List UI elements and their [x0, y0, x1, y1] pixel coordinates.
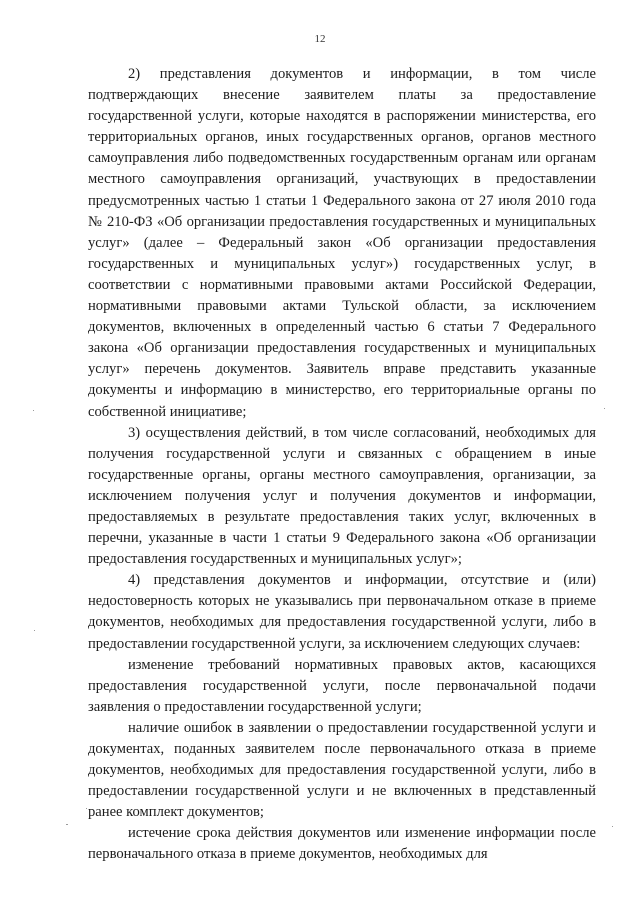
scan-speck — [33, 410, 34, 411]
paragraph-item-2: 2) представления документов и информации, в том числе подтверждающих внесение заявителем платы за предоставление государственной услуги, которые находятся в распоряжении министерства, его территориальных органов, иных государственных органов, органов местного самоуправления либо подведомственных государственным органам или органам местного самоуправления организаций, участвующих в предоставлении предусмотренных частью 1 статьи 1 Федерального закона от 27 июля 2010 года № 210-ФЗ «Об организации предоставления государственных и муниципальных услуг» (далее – Федеральный закон «Об организации предоставления государственных и муниципальных услуг») государственных услуг, в соответствии с нормативными правовыми актами Российской Федерации, нормативными правовыми актами Тульской области, за исключением документов, включенных в определенный частью 6 статьи 7 Федерального закона «Об организации предоставления государственных и муниципальных услуг» перечень документов. Заявитель вправе представить указанные документы и информацию в министерство, его территориальные органы по собственной инициативе; — [88, 66, 596, 420]
document-body — [88, 64, 596, 866]
paragraph-exception-errors: наличие ошибок в заявлении о предоставлении государственной услуги и документах, поданных заявителем после первоначального отказа в приеме документов, необходимых для предоставления государственной услуги, либо в предоставлении государственной услуги и не включенных в представленный ранее комплект документов; — [88, 719, 596, 821]
scan-speck — [86, 808, 87, 809]
scan-speck — [612, 826, 613, 827]
paragraph-item-4: 4) представления документов и информации, отсутствие и (или) недостоверность которых не указывались при первоначальном отказе в приеме документов, необходимых для предоставления государственной услуги, либо в предоставлении государственной услуги, за исключением следующих случаев: — [88, 572, 596, 652]
paragraph-exception-requirements-change: изменение требований нормативных правовых актов, касающихся предоставления государственной услуги, после первоначальной подачи заявления о предоставлении государственной услуги; — [88, 656, 596, 715]
paragraph-exception-expiry: истечение срока действия документов или изменение информации после первоначального отказа в приеме документов, необходимых для — [88, 825, 596, 863]
scan-speck — [66, 824, 68, 825]
page-number: 12 — [314, 33, 326, 45]
scan-speck — [604, 408, 605, 409]
scan-speck — [34, 630, 35, 631]
paragraph-item-3: 3) осуществления действий, в том числе согласований, необходимых для получения государственной услуги и связанных с обращением в иные государственные органы, органы местного самоуправления, организации, за исключением получения услуг и получения документов и информации, предоставляемых в результате предоставления таких услуг, включенных в перечни, указанные в части 1 статьи 9 Федерального закона «Об организации предоставления государственных и муниципальных услуг»; — [88, 424, 596, 568]
